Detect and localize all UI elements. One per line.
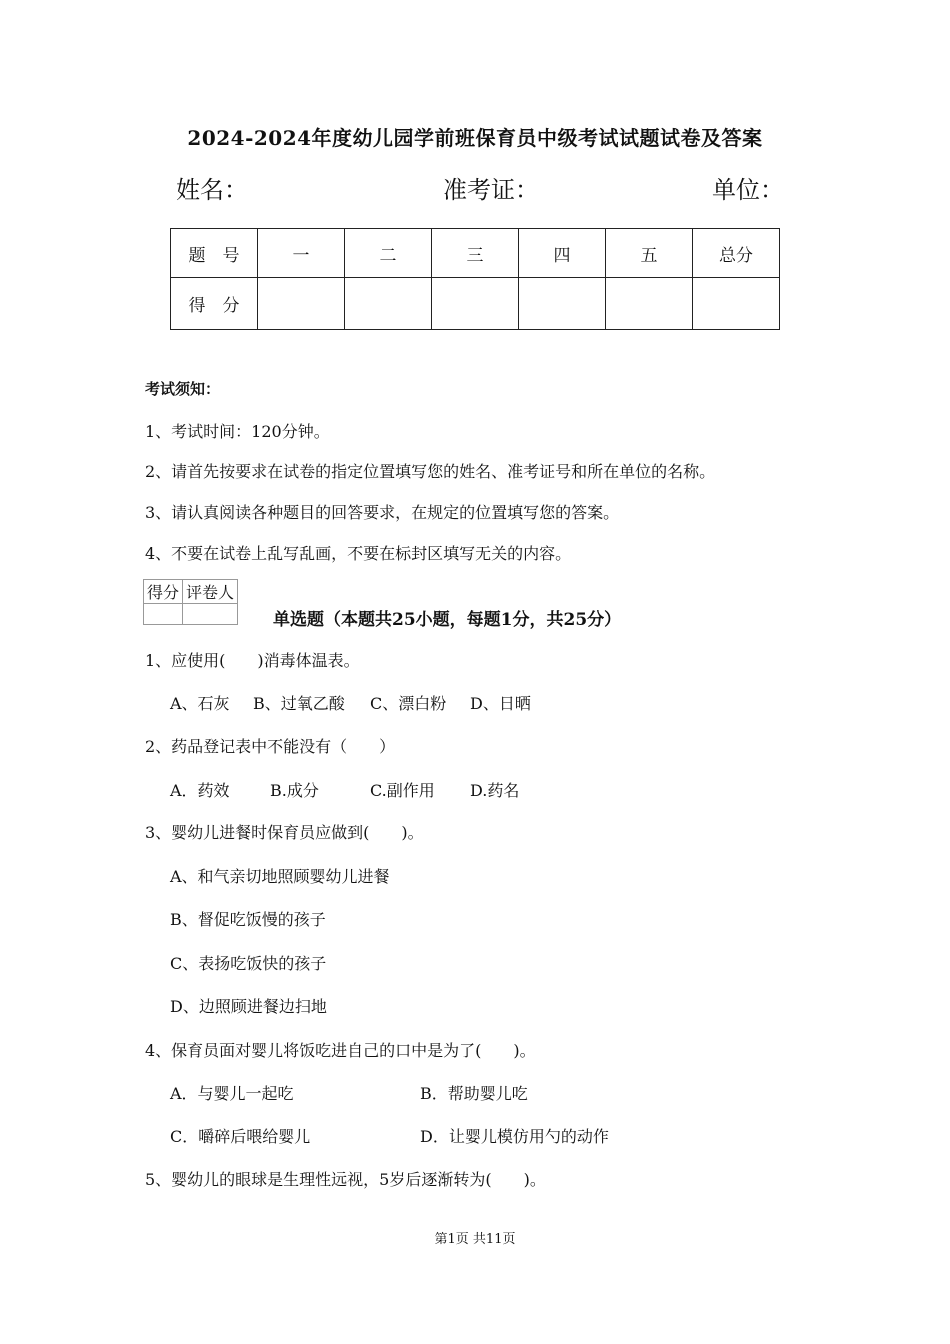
- question-stem: 2、药品登记表中不能没有（ ）: [145, 737, 396, 756]
- option: B、督促吃饭慢的孩子: [170, 910, 326, 929]
- exam-id-field-label: 准考证：: [443, 176, 539, 204]
- score-table-score-row: [171, 278, 780, 330]
- option: B．帮助婴儿吃: [420, 1084, 528, 1103]
- grader-box-grader-label: 评卷人: [183, 580, 238, 604]
- grader-box: [143, 579, 238, 625]
- score-cell[interactable]: [606, 278, 693, 330]
- option: C．嚼碎后喂给婴儿: [170, 1127, 311, 1146]
- question-stem: 3、婴幼儿进餐时保育员应做到( )。: [145, 823, 424, 842]
- option: A、和气亲切地照顾婴幼儿进餐: [170, 867, 390, 886]
- question-stem: 5、婴幼儿的眼球是生理性远视，5岁后逐渐转为( )。: [145, 1170, 546, 1189]
- option: C、漂白粉: [370, 694, 447, 713]
- score-table-header-cell: 三: [432, 229, 519, 278]
- score-table: [170, 228, 780, 330]
- option: B.成分: [270, 781, 319, 800]
- notice-item: 1、考试时间：120分钟。: [145, 422, 330, 441]
- score-table-row-label: 得 分: [171, 278, 258, 330]
- score-cell[interactable]: [258, 278, 345, 330]
- score-table-header-cell: 四: [519, 229, 606, 278]
- page-title: 2024-2024年度幼儿园学前班保育员中级考试试题试卷及答案: [187, 126, 763, 150]
- grader-box-grader-cell[interactable]: [183, 604, 238, 625]
- option: D．让婴儿模仿用勺的动作: [420, 1127, 609, 1146]
- notice-heading: 考试须知：: [145, 380, 221, 398]
- option: B、过氧乙酸: [253, 694, 345, 713]
- score-table-header-cell: 一: [258, 229, 345, 278]
- option: A．药效: [170, 781, 230, 800]
- page-footer: 第1页 共11页: [434, 1232, 516, 1247]
- score-table-header-cell: 题 号: [171, 229, 258, 278]
- score-table-header-row: [171, 229, 780, 278]
- unit-field-label: 单位：: [712, 176, 784, 204]
- score-cell[interactable]: [519, 278, 606, 330]
- question-stem: 4、保育员面对婴儿将饭吃进自己的口中是为了( )。: [145, 1041, 536, 1060]
- notice-item: 3、请认真阅读各种题目的回答要求，在规定的位置填写您的答案。: [145, 503, 620, 522]
- option: A．与婴儿一起吃: [170, 1084, 294, 1103]
- question-stem: 1、应使用( )消毒体温表。: [145, 651, 360, 670]
- option: D、边照顾进餐边扫地: [170, 997, 327, 1016]
- name-field-label: 姓名：: [176, 176, 248, 204]
- option: D、日晒: [470, 694, 531, 713]
- notice-item: 4、不要在试卷上乱写乱画，不要在标封区填写无关的内容。: [145, 544, 572, 563]
- option: C.副作用: [370, 781, 435, 800]
- option: C、表扬吃饭快的孩子: [170, 954, 327, 973]
- score-cell[interactable]: [432, 278, 519, 330]
- option: A、石灰: [170, 694, 230, 713]
- grader-box-score-cell[interactable]: [144, 604, 183, 625]
- notice-item: 2、请首先按要求在试卷的指定位置填写您的姓名、准考证号和所在单位的名称。: [145, 462, 716, 481]
- section-title: 单选题（本题共25小题，每题1分，共25分）: [273, 610, 622, 630]
- score-cell[interactable]: [693, 278, 780, 330]
- grader-box-score-label: 得分: [144, 580, 183, 604]
- score-table-header-cell: 总分: [693, 229, 780, 278]
- score-table-header-cell: 五: [606, 229, 693, 278]
- score-table-header-cell: 二: [345, 229, 432, 278]
- option: D.药名: [470, 781, 520, 800]
- score-cell[interactable]: [345, 278, 432, 330]
